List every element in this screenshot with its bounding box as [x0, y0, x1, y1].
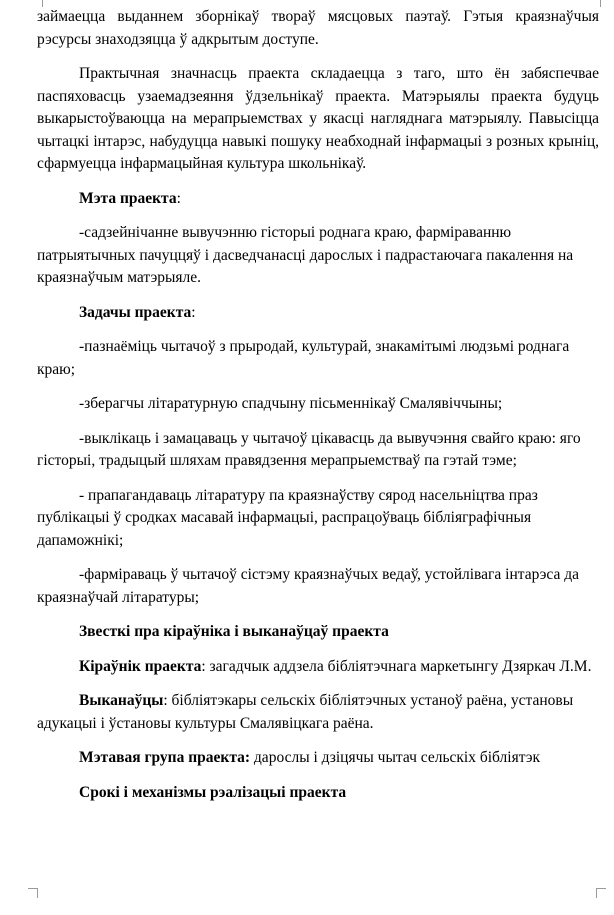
leader-paragraph: [37, 656, 599, 679]
target-label: Мэтавая група праекта:: [79, 749, 251, 766]
tasks-heading-line: [37, 302, 599, 325]
tasks-heading: Задачы праекта: [79, 303, 192, 321]
task-item: -фарміраваць ў чытачоў сістэму краязнаўчых ведаў, устойлівага інтарэса да краязнаўчай літаратуры;: [37, 566, 579, 606]
task-item: -зберагчы літаратурную спадчыну пісьменнікаў Смалявіччыны;: [79, 395, 503, 412]
task-item: - прапагандаваць літаратуру па краязнаўству сярод насельніцтва праз публікацыі ў сродках масавай інфармацыі, распрацоўваць бібліяграфічныя дапаможнікі;: [37, 486, 538, 549]
executors-paragraph: [37, 690, 599, 735]
paragraph-continued: займаецца выданнем зборнікаў твораў мясцовых паэтаў. Гэтыя краязнаўчыя рэсурсы знаходзяцца ў адкрытым доступе.: [37, 8, 599, 48]
executors-text: : бібліятэкары сельскіх бібліятэчных устаноў раёна, установы адукацыі і ўстановы культуры Смалявіцкага раёна.: [37, 692, 574, 732]
info-heading: Звесткі пра кіраўніка і выканаўцаў праекта: [79, 623, 389, 640]
leader-label: Кіраўнік праекта: [79, 657, 202, 675]
leader-text: : загадчык аддзела бібліятэчнага маркетынгу Дзяркач Л.М.: [201, 657, 592, 675]
goal-heading: Мэта праекта: [79, 189, 177, 207]
paragraph-practical-significance: Практычная значнасць праекта складаецца з таго, што ён забяспечвае паспяховасць узаемадзеяння ўдзельнікаў праекта. Матэрыялы праекта будуць выкарыстоўваюцца на мерапрыемствах у якасці нагляднага матэрыялу. Павысіцца чытацкі інтарэс, набудуцца навыкі пошуку неабходнай інфармацыі з розных крыніц, сфармуецца інфармацыйная культура школьнікаў.: [37, 65, 599, 172]
task-item: -выклікаць і замацаваць у чытачоў цікавасць да вывучэння свайго краю: яго гісторыі, традыцый шляхам правядзення мерапрыемстваў па гэтай тэме;: [37, 429, 581, 469]
task-item: -пазнаёміць чытачоў з прыродай, культурай, знакамітымі людзьмі роднага краю;: [37, 338, 570, 378]
terms-heading: Срокі і механізмы рэалізацыі праекта: [79, 783, 347, 801]
goal-text: -садзейнічанне вывучэнню гісторыі роднага краю, фарміраванню патрыятычных пачуццяў і дасведчанасці дарослых і падрастаючага пакалення на краязнаўчым матэрыяле.: [37, 224, 574, 286]
target-text: дарослы і дзіцячы чытач сельскіх бібліятэк: [250, 749, 541, 766]
text-area: [37, 0, 599, 804]
goal-heading-line: [37, 188, 599, 211]
crop-mark-bottom-left: [28, 888, 38, 898]
crop-mark-top-right: [600, 0, 610, 7]
goal-heading-colon: :: [176, 189, 181, 207]
target-group-paragraph: [37, 747, 599, 770]
executors-label: Выканаўцы: [79, 692, 164, 709]
crop-mark-bottom-right: [596, 888, 606, 898]
tasks-heading-colon: :: [191, 303, 196, 321]
